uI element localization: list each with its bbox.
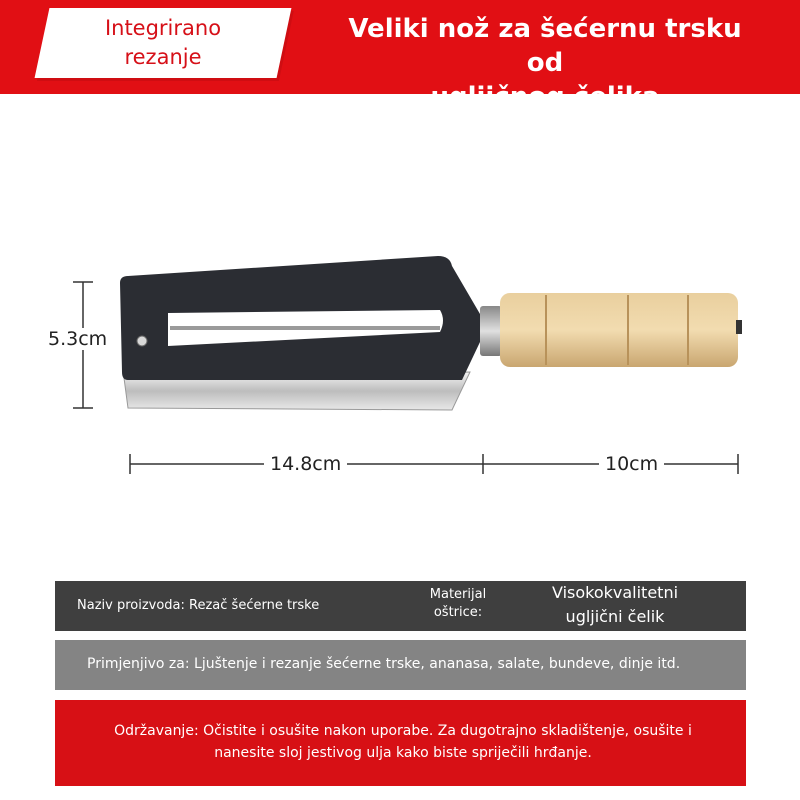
maintenance-text: Održavanje: Očistite i osušite nakon uporabe. Za dugotrajno skladištenje, osušite i nanesite sloj jestivog ulja kako biste spriječili hrđanje.	[114, 723, 692, 761]
wooden-handle	[500, 293, 738, 367]
ferrule	[480, 306, 502, 356]
spec-row-application	[55, 640, 746, 690]
rivet	[137, 336, 147, 346]
height-dimension-label: 5.3cm	[42, 328, 113, 350]
application-text: Primjenjivo za: Ljuštenje i rezanje šećerne trske, ananasa, salate, bundeve, dinje itd.	[87, 656, 681, 672]
inner-blade	[170, 326, 440, 330]
blade-material-label: Materijal oštrice:	[429, 587, 487, 620]
spec-row-maintenance	[55, 700, 746, 786]
page-title: Veliki nož za šećernu trsku od ugljičnog čelika	[348, 14, 742, 112]
handle-length-label: 10cm	[599, 453, 664, 475]
feature-badge-label: Integrirano rezanje	[104, 16, 222, 69]
blade-length-label: 14.8cm	[264, 453, 347, 475]
blade-material-value: Visokokvalitetni ugljični čelik	[551, 583, 679, 626]
product-name: Naziv proizvoda: Rezač šećerne trske	[77, 598, 320, 613]
spec-row-product	[55, 581, 746, 631]
